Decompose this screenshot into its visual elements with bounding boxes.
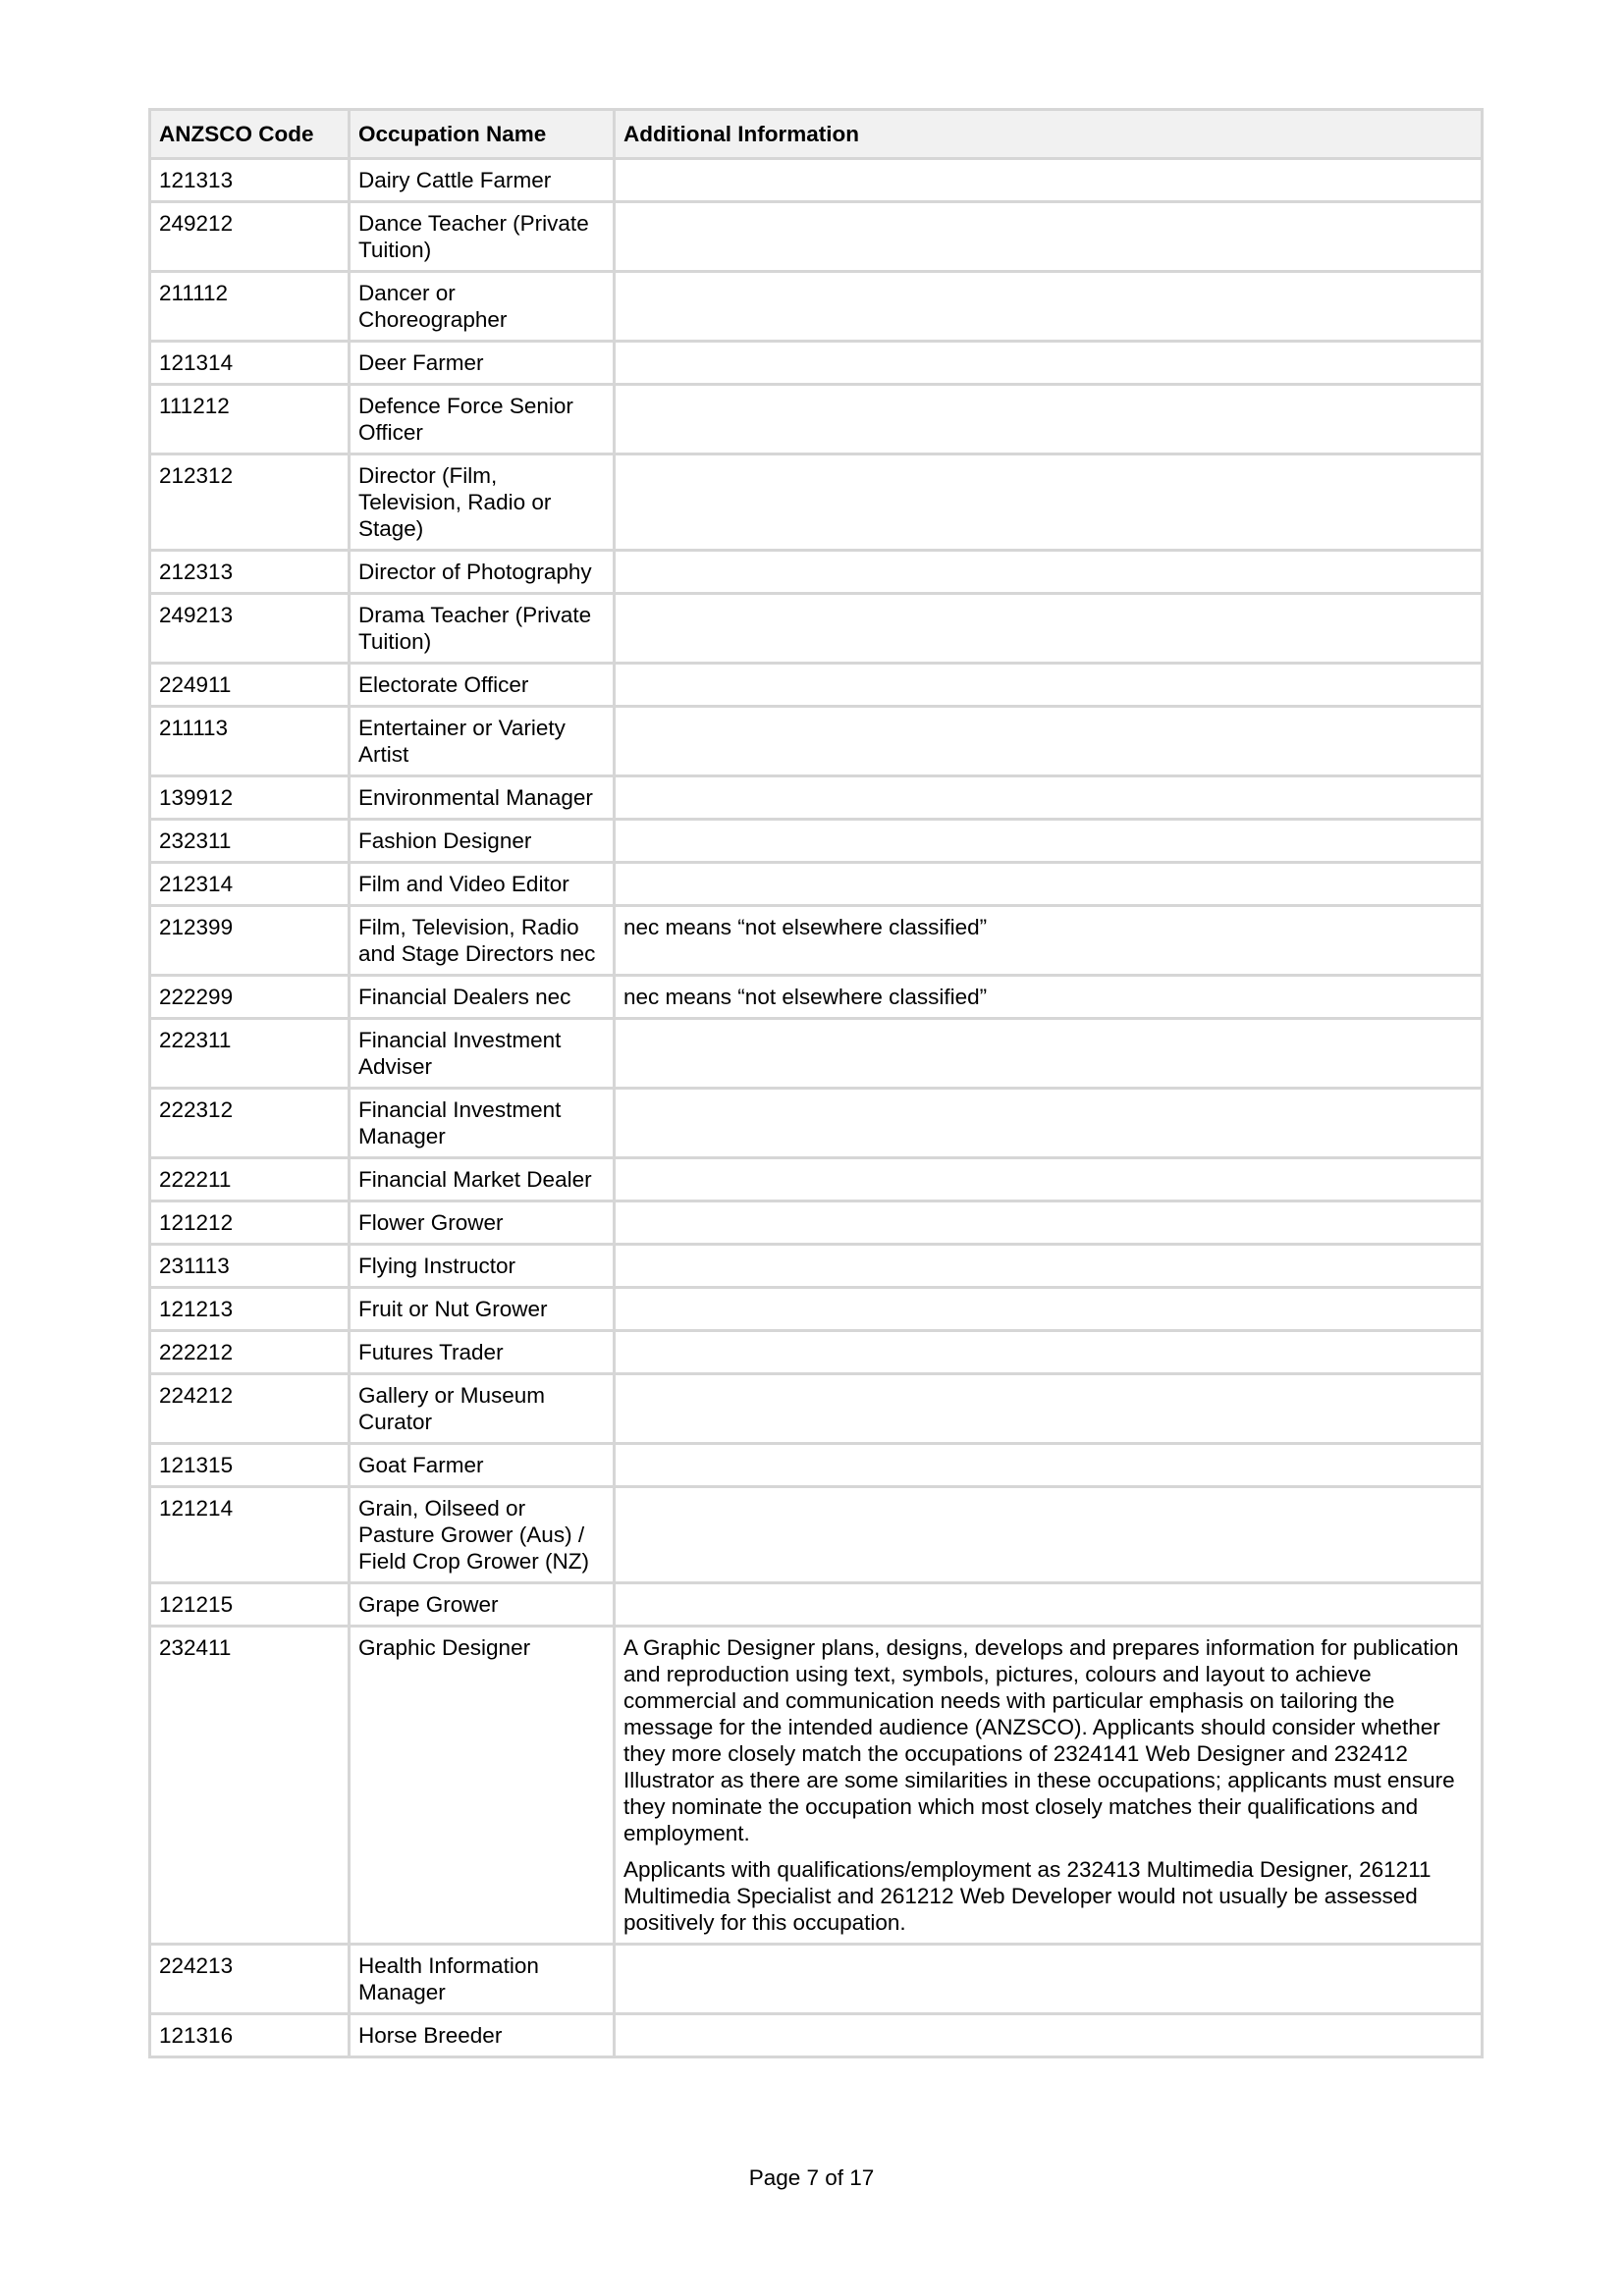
anzsco-code-cell: 121214 bbox=[151, 1488, 348, 1581]
additional-information-cell bbox=[616, 977, 1481, 1017]
occupation-name-cell: Entertainer or Variety Artist bbox=[351, 708, 613, 774]
table-body bbox=[151, 160, 1481, 2056]
additional-information-cell bbox=[616, 1375, 1481, 1442]
occupation-name-cell: Flying Instructor bbox=[351, 1246, 613, 1286]
additional-information-cell bbox=[616, 1202, 1481, 1243]
occupation-name-cell: Goat Farmer bbox=[351, 1445, 613, 1485]
occupation-name-cell: Dancer or Choreographer bbox=[351, 273, 613, 340]
table-row bbox=[151, 1159, 1481, 1200]
occupation-name-cell: Financial Investment Adviser bbox=[351, 1020, 613, 1087]
table-row bbox=[151, 595, 1481, 662]
table-row bbox=[151, 552, 1481, 592]
occupation-name-cell: Grain, Oilseed or Pasture Grower (Aus) / Field Crop Grower (NZ) bbox=[351, 1488, 613, 1581]
occupation-name-cell: Financial Investment Manager bbox=[351, 1090, 613, 1156]
anzsco-code-cell: 222211 bbox=[151, 1159, 348, 1200]
table-row bbox=[151, 455, 1481, 549]
additional-information-cell bbox=[616, 708, 1481, 774]
anzsco-code-cell: 121313 bbox=[151, 160, 348, 200]
anzsco-code-cell: 121212 bbox=[151, 1202, 348, 1243]
occupation-name-cell: Health Information Manager bbox=[351, 1946, 613, 2012]
table-row bbox=[151, 1946, 1481, 2012]
anzsco-code-cell: 224911 bbox=[151, 665, 348, 705]
additional-information-cell bbox=[616, 665, 1481, 705]
occupation-name-cell: Director of Photography bbox=[351, 552, 613, 592]
additional-information-cell bbox=[616, 552, 1481, 592]
occupation-name-cell: Dairy Cattle Farmer bbox=[351, 160, 613, 200]
table-row bbox=[151, 907, 1481, 974]
anzsco-code-cell: 222311 bbox=[151, 1020, 348, 1087]
occupation-name-cell: Film, Television, Radio and Stage Directors nec bbox=[351, 907, 613, 974]
anzsco-code-cell: 222299 bbox=[151, 977, 348, 1017]
additional-information-cell bbox=[616, 1289, 1481, 1329]
table-row bbox=[151, 1332, 1481, 1372]
occupation-name-cell: Defence Force Senior Officer bbox=[351, 386, 613, 453]
additional-information-cell bbox=[616, 1090, 1481, 1156]
occupation-name-cell: Futures Trader bbox=[351, 1332, 613, 1372]
table-row bbox=[151, 1020, 1481, 1087]
additional-information-cell bbox=[616, 455, 1481, 549]
occupation-name-cell: Dance Teacher (Private Tuition) bbox=[351, 203, 613, 270]
header-anzsco-code: ANZSCO Code bbox=[151, 111, 348, 157]
table-row bbox=[151, 777, 1481, 818]
occupation-name-cell: Grape Grower bbox=[351, 1584, 613, 1625]
occupation-name-cell: Director (Film, Television, Radio or Stage) bbox=[351, 455, 613, 549]
additional-information-cell bbox=[616, 1584, 1481, 1625]
occupation-name-cell: Film and Video Editor bbox=[351, 864, 613, 904]
anzsco-code-cell: 232411 bbox=[151, 1628, 348, 1943]
additional-information-cell bbox=[616, 1332, 1481, 1372]
anzsco-code-cell: 212399 bbox=[151, 907, 348, 974]
additional-information-paragraph: A Graphic Designer plans, designs, develops and prepares information for publication and reproduction using text, symbols, pictures, colours and layout to achieve commercial and communication needs with particular emphasis on tailoring the message for the intended audience (ANZSCO). Applicants should consider whether they more closely match the occupations of 2324141 Web Designer and 232412 Illustrator as there are some similarities in these occupations; applicants must ensure they nominate the occupation which most closely matches their qualifications and employment. bbox=[623, 1635, 1459, 1845]
table-row bbox=[151, 1488, 1481, 1581]
additional-information-cell bbox=[616, 864, 1481, 904]
anzsco-code-cell: 231113 bbox=[151, 1246, 348, 1286]
anzsco-code-cell: 211113 bbox=[151, 708, 348, 774]
additional-information-cell bbox=[616, 203, 1481, 270]
anzsco-code-cell: 249213 bbox=[151, 595, 348, 662]
header-occupation-name: Occupation Name bbox=[351, 111, 613, 157]
additional-information-cell bbox=[616, 1488, 1481, 1581]
additional-information-cell bbox=[616, 907, 1481, 974]
header-additional-information: Additional Information bbox=[616, 111, 1481, 157]
anzsco-code-cell: 249212 bbox=[151, 203, 348, 270]
table-row bbox=[151, 1628, 1481, 1943]
anzsco-code-cell: 121315 bbox=[151, 1445, 348, 1485]
anzsco-code-cell: 121316 bbox=[151, 2015, 348, 2056]
occupation-name-cell: Flower Grower bbox=[351, 1202, 613, 1243]
table-row bbox=[151, 1090, 1481, 1156]
table-row bbox=[151, 1445, 1481, 1485]
table-row bbox=[151, 708, 1481, 774]
table-row bbox=[151, 343, 1481, 383]
table-row bbox=[151, 203, 1481, 270]
occupation-name-cell: Financial Market Dealer bbox=[351, 1159, 613, 1200]
table-row bbox=[151, 2015, 1481, 2056]
anzsco-code-cell: 212312 bbox=[151, 455, 348, 549]
additional-information-cell bbox=[616, 343, 1481, 383]
table-row bbox=[151, 160, 1481, 200]
table-row bbox=[151, 1246, 1481, 1286]
occupation-name-cell: Deer Farmer bbox=[351, 343, 613, 383]
occupation-name-cell: Financial Dealers nec bbox=[351, 977, 613, 1017]
additional-information-cell bbox=[616, 777, 1481, 818]
table-row bbox=[151, 386, 1481, 453]
anzsco-code-cell: 224212 bbox=[151, 1375, 348, 1442]
anzsco-code-cell: 232311 bbox=[151, 821, 348, 861]
additional-information-cell bbox=[616, 386, 1481, 453]
additional-information-cell bbox=[616, 1445, 1481, 1485]
occupation-table bbox=[148, 108, 1484, 2058]
additional-information-cell bbox=[616, 2015, 1481, 2056]
anzsco-code-cell: 224213 bbox=[151, 1946, 348, 2012]
occupation-name-cell: Environmental Manager bbox=[351, 777, 613, 818]
anzsco-code-cell: 222312 bbox=[151, 1090, 348, 1156]
anzsco-code-cell: 222212 bbox=[151, 1332, 348, 1372]
additional-information-cell bbox=[616, 1020, 1481, 1087]
anzsco-code-cell: 121213 bbox=[151, 1289, 348, 1329]
table-row bbox=[151, 864, 1481, 904]
table-row bbox=[151, 665, 1481, 705]
additional-information-paragraph: Applicants with qualifications/employment as 232413 Multimedia Designer, 261211 Multimedia Specialist and 261212 Web Developer would not usually be assessed positively for this occupation. bbox=[623, 1857, 1432, 1935]
occupation-name-cell: Graphic Designer bbox=[351, 1628, 613, 1943]
occupation-name-cell: Horse Breeder bbox=[351, 2015, 613, 2056]
additional-information-cell bbox=[616, 160, 1481, 200]
additional-information-paragraph: nec means “not elsewhere classified” bbox=[623, 915, 988, 939]
additional-information-cell bbox=[616, 821, 1481, 861]
anzsco-code-cell: 211112 bbox=[151, 273, 348, 340]
anzsco-code-cell: 121215 bbox=[151, 1584, 348, 1625]
occupation-name-cell: Fashion Designer bbox=[351, 821, 613, 861]
anzsco-code-cell: 111212 bbox=[151, 386, 348, 453]
page-number: Page 7 of 17 bbox=[748, 2165, 875, 2190]
table-row bbox=[151, 1289, 1481, 1329]
table-row bbox=[151, 1584, 1481, 1625]
occupation-name-cell: Drama Teacher (Private Tuition) bbox=[351, 595, 613, 662]
additional-information-cell bbox=[616, 1159, 1481, 1200]
additional-information-cell bbox=[616, 1628, 1481, 1943]
table-row bbox=[151, 1202, 1481, 1243]
occupation-name-cell: Gallery or Museum Curator bbox=[351, 1375, 613, 1442]
anzsco-code-cell: 212314 bbox=[151, 864, 348, 904]
additional-information-cell bbox=[616, 595, 1481, 662]
table-row bbox=[151, 1375, 1481, 1442]
additional-information-paragraph: nec means “not elsewhere classified” bbox=[623, 985, 988, 1009]
occupation-name-cell: Electorate Officer bbox=[351, 665, 613, 705]
table-header-row bbox=[151, 111, 1481, 157]
additional-information-cell bbox=[616, 1946, 1481, 2012]
anzsco-code-cell: 212313 bbox=[151, 552, 348, 592]
occupation-name-cell: Fruit or Nut Grower bbox=[351, 1289, 613, 1329]
table-row bbox=[151, 821, 1481, 861]
anzsco-code-cell: 139912 bbox=[151, 777, 348, 818]
anzsco-code-cell: 121314 bbox=[151, 343, 348, 383]
additional-information-cell bbox=[616, 273, 1481, 340]
table-row bbox=[151, 273, 1481, 340]
additional-information-cell bbox=[616, 1246, 1481, 1286]
table-row bbox=[151, 977, 1481, 1017]
